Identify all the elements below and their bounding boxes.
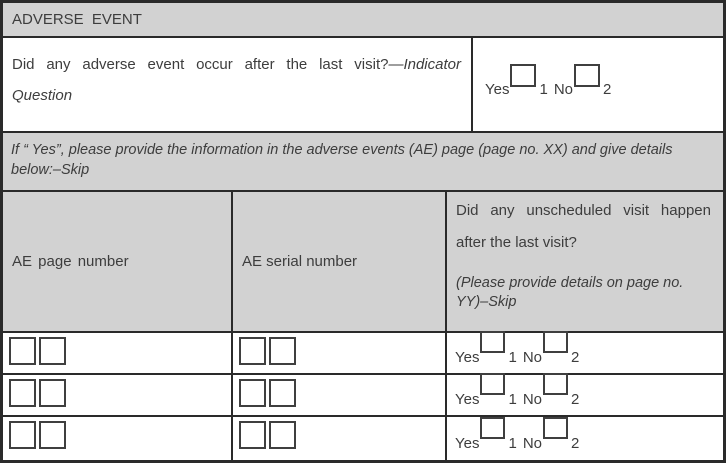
- no-label: No: [522, 434, 543, 452]
- ae-serial-number-field: [233, 417, 447, 460]
- yes-no-field: [455, 340, 579, 366]
- digit-box[interactable]: [39, 379, 66, 407]
- unscheduled-visit-note: (Please provide details on page no. YY)–Skip: [456, 275, 684, 310]
- ae-serial-number-field: [233, 333, 447, 373]
- digit-box[interactable]: [239, 337, 266, 365]
- ae-page-number-field: [3, 375, 233, 415]
- digit-box[interactable]: [269, 337, 296, 365]
- section-title: ADVERSE EVENT: [12, 11, 142, 28]
- ae-serial-number-field: [233, 375, 447, 415]
- yes-checkbox[interactable]: [480, 417, 505, 439]
- no-code: 2: [571, 434, 580, 452]
- no-checkbox[interactable]: [543, 331, 568, 353]
- digit-box[interactable]: [9, 421, 36, 449]
- yes-code: 1: [508, 434, 517, 452]
- skip-note-row: [3, 133, 723, 192]
- skip-note-text: If “ Yes”, please provide the information in the adverse events (AE) page (page no. XX) and give details below:–Skip: [11, 142, 673, 178]
- no-code: 2: [571, 391, 580, 408]
- digit-box[interactable]: [9, 337, 36, 365]
- yes-checkbox[interactable]: [480, 331, 505, 353]
- table-row: [3, 333, 723, 375]
- yes-code: 1: [508, 391, 517, 408]
- unscheduled-visit-answer: [447, 333, 723, 373]
- indicator-question-text: Did any adverse event occur after the last visit?: [12, 56, 389, 73]
- yes-label: Yes: [455, 391, 480, 408]
- digit-box[interactable]: [239, 379, 266, 407]
- yes-label: Yes: [455, 349, 480, 366]
- indicator-question-type: —Indicator Question: [12, 56, 461, 104]
- col1-header-label: AE page number: [12, 253, 129, 270]
- column-header-row: [3, 192, 723, 333]
- section-header: [3, 3, 723, 38]
- yes-code: 1: [539, 81, 548, 98]
- digit-box[interactable]: [269, 421, 296, 449]
- digit-box[interactable]: [9, 379, 36, 407]
- yes-code: 1: [508, 349, 517, 366]
- col-header-ae-page-number: [3, 192, 233, 331]
- table-row: [3, 417, 723, 460]
- table-row: [3, 375, 723, 417]
- no-code: 2: [603, 81, 612, 98]
- indicator-answer-cell: [473, 38, 723, 131]
- yes-checkbox[interactable]: [510, 64, 536, 87]
- digit-box[interactable]: [239, 421, 266, 449]
- indicator-question-row: [3, 38, 723, 133]
- no-checkbox[interactable]: [543, 373, 568, 395]
- yes-label: Yes: [485, 81, 510, 98]
- col2-header-label: AE serial number: [242, 253, 358, 270]
- no-checkbox[interactable]: [574, 64, 600, 87]
- no-label: No: [522, 391, 543, 408]
- yes-label: Yes: [455, 434, 480, 452]
- col-header-ae-serial-number: [233, 192, 447, 331]
- no-checkbox[interactable]: [543, 417, 568, 439]
- digit-box[interactable]: [269, 379, 296, 407]
- yes-no-field: [455, 382, 579, 408]
- digit-box[interactable]: [39, 337, 66, 365]
- col-header-unscheduled-visit: [447, 192, 723, 331]
- no-label: No: [522, 349, 543, 366]
- no-label: No: [553, 81, 574, 98]
- unscheduled-visit-answer: [447, 375, 723, 415]
- yes-checkbox[interactable]: [480, 373, 505, 395]
- no-code: 2: [571, 349, 580, 366]
- digit-box[interactable]: [39, 421, 66, 449]
- unscheduled-visit-answer: [447, 417, 723, 460]
- unscheduled-visit-question: Did any unscheduled visit happen after the last visit?: [456, 202, 711, 251]
- yes-no-field: [455, 426, 579, 452]
- ae-page-number-field: [3, 333, 233, 373]
- yes-no-field: [485, 71, 611, 98]
- indicator-question-cell: [3, 38, 473, 131]
- ae-page-number-field: [3, 417, 233, 460]
